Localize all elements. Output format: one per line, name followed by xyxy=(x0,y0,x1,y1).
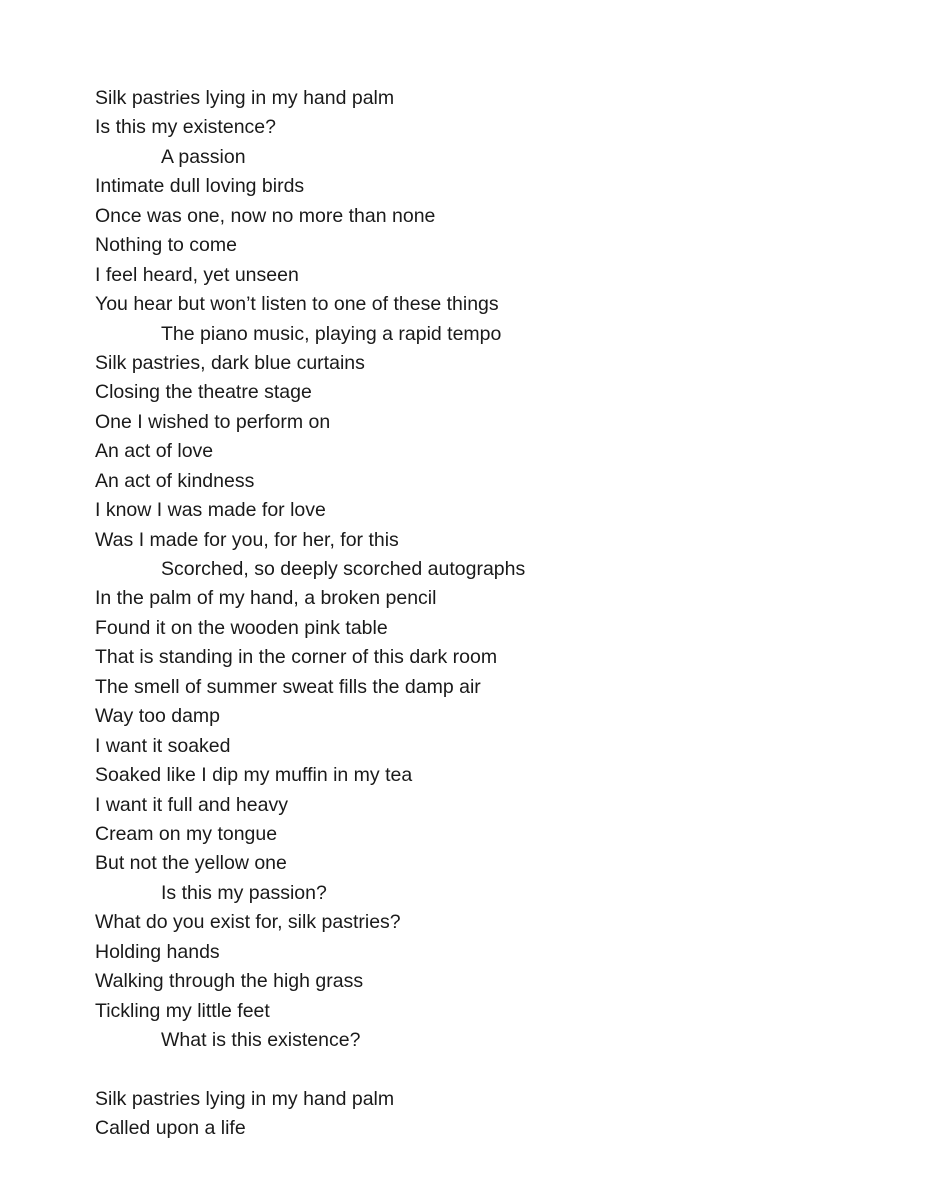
poem-line: Found it on the wooden pink table xyxy=(95,616,388,639)
poem-line: The piano music, playing a rapid tempo xyxy=(161,322,502,345)
poem-line: I feel heard, yet unseen xyxy=(95,263,299,286)
poem-line: In the palm of my hand, a broken pencil xyxy=(95,587,437,610)
poem-line: Was I made for you, for her, for this xyxy=(95,528,399,551)
poem-line: What is this existence? xyxy=(161,1029,361,1051)
poem-line: The smell of summer sweat fills the damp air xyxy=(95,675,481,698)
poem-line: Scorched, so deeply scorched autographs xyxy=(161,558,526,580)
poem-line: Once was one, now no more than none xyxy=(95,204,436,227)
poem-line: Called upon a life xyxy=(95,1117,246,1140)
poem-line: I know I was made for love xyxy=(95,499,326,522)
poem-line: What do you exist for, silk pastries? xyxy=(95,911,401,934)
poem-line: One I wished to perform on xyxy=(95,410,331,433)
poem-line: An act of love xyxy=(95,440,214,463)
poem-line: Cream on my tongue xyxy=(95,822,278,845)
poem-line: Is this my existence? xyxy=(95,116,276,139)
poem-line: Silk pastries lying in my hand palm xyxy=(95,1087,395,1110)
poem-line: Way too damp xyxy=(95,705,220,728)
poem-line: Is this my passion? xyxy=(161,881,327,904)
poem-line: Intimate dull loving birds xyxy=(95,175,305,198)
poem-line: Closing the theatre stage xyxy=(95,381,312,404)
poem-line: Silk pastries lying in my hand palm xyxy=(95,87,395,109)
poem-line: But not the yellow one xyxy=(95,852,287,875)
poem-line: Soaked like I dip my muffin in my tea xyxy=(95,764,413,787)
poem-line: I want it full and heavy xyxy=(95,793,288,816)
poem-line: Tickling my little feet xyxy=(95,999,270,1022)
poem-line: I want it soaked xyxy=(95,734,231,757)
poem-line: Holding hands xyxy=(95,940,220,963)
poem-line: That is standing in the corner of this dark room xyxy=(95,646,498,669)
poem-line: Nothing to come xyxy=(95,234,237,257)
poem-line: Walking through the high grass xyxy=(95,970,364,993)
poem-line: A passion xyxy=(161,145,246,168)
poem-line: Silk pastries, dark blue curtains xyxy=(95,351,365,374)
poem-body xyxy=(95,84,895,1144)
poem-line: An act of kindness xyxy=(95,469,255,492)
poem-line: You hear but won’t listen to one of these things xyxy=(95,293,499,316)
stanza-break xyxy=(95,1055,895,1084)
